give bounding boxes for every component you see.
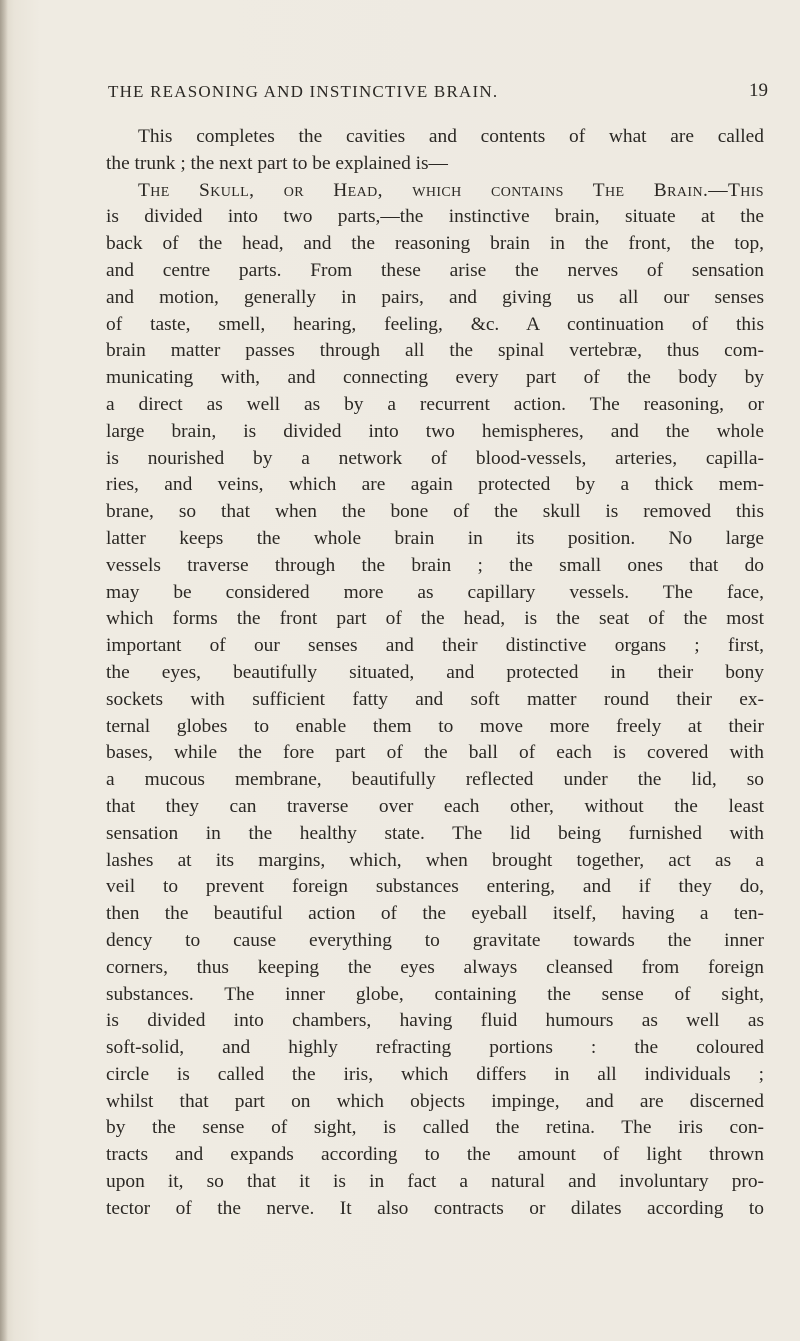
text-line: dency to cause everything to gravitate towards the inner (106, 929, 764, 951)
text-line: vessels traverse through the brain ; the small ones that do (106, 554, 764, 576)
text-line: brane, so that when the bone of the skull is removed this (106, 501, 764, 523)
text-line: ternal globes to enable them to move more freely at their (106, 715, 764, 737)
binding-shadow (0, 0, 8, 1341)
text-line: lashes at its margins, which, when brought together, act as a (106, 849, 764, 871)
text-line: tector of the nerve. It also contracts or dilates according to (106, 1197, 764, 1219)
text-line: a mucous membrane, beautifully reflected under the lid, so (106, 769, 764, 791)
text-line: then the beautiful action of the eyeball itself, having a ten- (106, 903, 764, 925)
text-line: corners, thus keeping the eyes always cleansed from foreign (106, 956, 764, 978)
page-number: 19 (749, 80, 768, 101)
text-line: which forms the front part of the head, is the seat of the most (106, 608, 764, 630)
text-line: and centre parts. From these arise the nerves of sensation (106, 259, 764, 281)
text-line: may be considered more as capillary vessels. The face, (106, 581, 764, 603)
text-line: and motion, generally in pairs, and giving us all our senses (106, 286, 764, 308)
text-line: a direct as well as by a recurrent action. The reasoning, or (106, 393, 764, 415)
text-line: the eyes, beautifully situated, and protected in their bony (106, 661, 764, 683)
body-text (106, 124, 764, 1223)
text-line: the trunk ; the next part to be explained is— (106, 152, 448, 174)
text-line: is nourished by a network of blood-vessels, arteries, capilla- (106, 447, 764, 469)
text-line: sockets with sufficient fatty and soft matter round their ex- (106, 688, 764, 710)
section-heading-line: The Skull, or Head, which contains The Brain.—This (138, 179, 764, 201)
text-line: large brain, is divided into two hemispheres, and the whole (106, 420, 764, 442)
text-line: brain matter passes through all the spinal vertebræ, thus com- (106, 340, 764, 362)
text-line: upon it, so that it is in fact a natural and involuntary pro- (106, 1171, 764, 1193)
text-line: whilst that part on which objects impinge, and are discerned (106, 1090, 764, 1112)
text-line: important of our senses and their distinctive organs ; first, (106, 635, 764, 657)
text-line: tracts and expands according to the amount of light thrown (106, 1144, 764, 1166)
text-line: soft-solid, and highly refracting portions : the coloured (106, 1037, 764, 1059)
running-head (108, 82, 768, 108)
text-line: circle is called the iris, which differs in all individuals ; (106, 1063, 764, 1085)
text-line: municating with, and connecting every part of the body by (106, 367, 764, 389)
text-line: veil to prevent foreign substances entering, and if they do, (106, 876, 764, 898)
text-line: sensation in the healthy state. The lid being furnished with (106, 822, 764, 844)
text-line: is divided into two parts,—the instinctive brain, situate at the (106, 206, 764, 228)
running-title: THE REASONING AND INSTINCTIVE BRAIN. (108, 82, 499, 101)
text-line: ries, and veins, which are again protected by a thick mem- (106, 474, 764, 496)
text-line: This completes the cavities and contents of what are called (138, 126, 764, 147)
text-line: by the sense of sight, is called the retina. The iris con- (106, 1117, 764, 1139)
text-line: substances. The inner globe, containing the sense of sight, (106, 983, 764, 1005)
text-line: back of the head, and the reasoning brain in the front, the top, (106, 233, 764, 255)
text-line: of taste, smell, hearing, feeling, &c. A continuation of this (106, 313, 764, 335)
text-line: latter keeps the whole brain in its position. No large (106, 527, 764, 549)
text-line: is divided into chambers, having fluid humours as well as (106, 1010, 764, 1032)
text-line: bases, while the fore part of the ball of each is covered with (106, 742, 764, 764)
text-line: that they can traverse over each other, without the least (106, 795, 764, 817)
